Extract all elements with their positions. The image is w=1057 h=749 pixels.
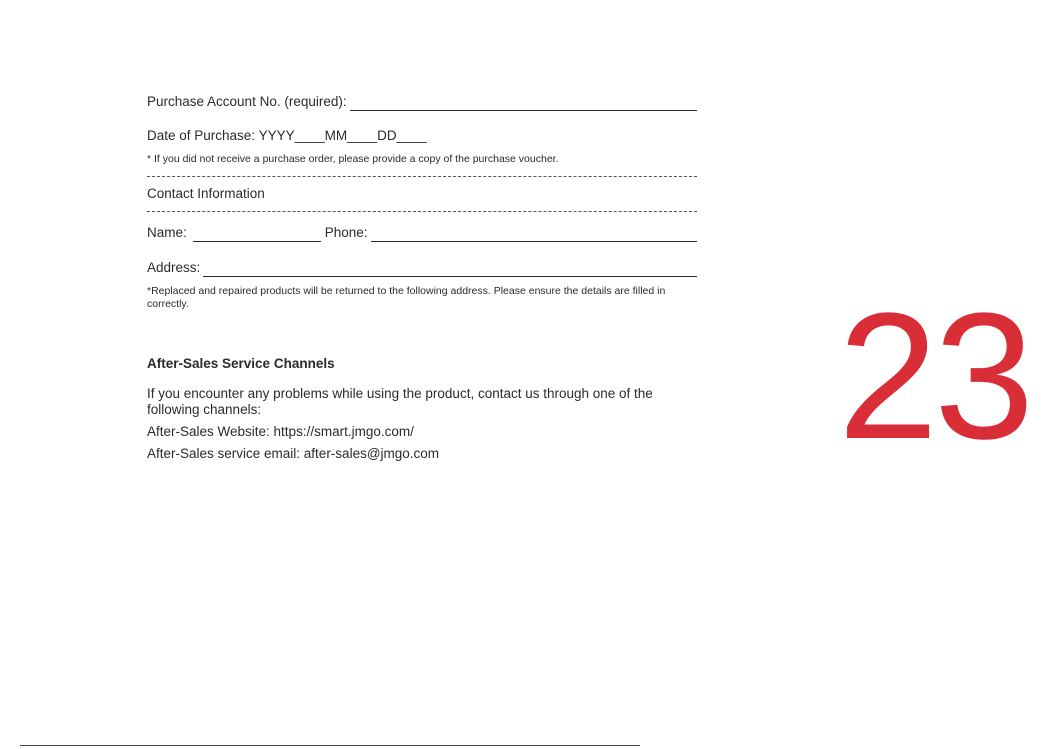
service-heading: After-Sales Service Channels <box>147 356 335 371</box>
divider-bottom <box>147 211 697 212</box>
service-intro: If you encounter any problems while using the product, contact us through one of the following channels: <box>147 386 653 417</box>
phone-label: Phone: <box>324 225 368 240</box>
page-number: 23 <box>838 276 1031 477</box>
divider-top <box>147 176 697 177</box>
phone-input-line[interactable] <box>371 228 697 242</box>
date-field <box>147 127 697 145</box>
name-input-line[interactable] <box>193 228 321 242</box>
date-label: Date of Purchase: YYYY____MM____DD____ <box>147 128 427 143</box>
address-row <box>147 259 697 277</box>
return-note: *Replaced and repaired products will be returned to the following address. Please ensure the details are filled in correctly. <box>147 285 666 310</box>
service-email[interactable]: After-Sales service email: after-sales@jmgo.com <box>147 446 440 461</box>
address-input-line[interactable] <box>203 263 697 277</box>
name-label: Name: <box>147 225 187 240</box>
voucher-note: * If you did not receive a purchase order, please provide a copy of the purchase voucher. <box>147 153 559 165</box>
service-website[interactable]: After-Sales Website: https://smart.jmgo.com/ <box>147 424 414 439</box>
contact-heading-text: Contact Information <box>147 186 265 201</box>
account-input-line[interactable] <box>350 97 697 111</box>
account-label: Purchase Account No. (required): <box>147 94 347 109</box>
footer-rule <box>20 745 640 746</box>
contact-heading <box>147 185 697 203</box>
warranty-form <box>147 93 697 462</box>
address-label: Address: <box>147 260 201 275</box>
name-phone-row <box>147 224 697 242</box>
account-field <box>147 93 697 111</box>
